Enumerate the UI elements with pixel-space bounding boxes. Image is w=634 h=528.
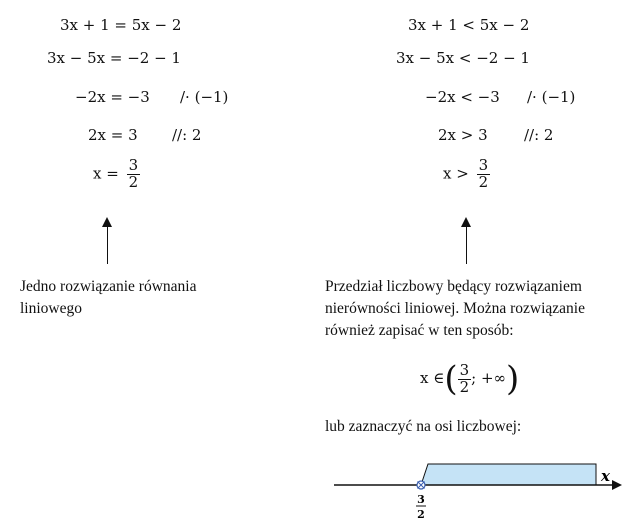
interval-close-paren: ) <box>506 359 520 399</box>
tick-label-denominator: 2 <box>417 508 425 521</box>
inequality-solution-lhs: x > <box>443 164 469 183</box>
inequality-step-1: 3x + 1 < 5x − 2 <box>408 16 530 34</box>
interval-open-paren: ( <box>444 359 458 399</box>
fraction-denominator: 2 <box>128 172 139 191</box>
equation-step-1: 3x + 1 = 5x − 2 <box>60 16 182 34</box>
fraction-numerator: 3 <box>478 156 489 174</box>
inequality-step-2: 3x − 5x < −2 − 1 <box>396 49 530 67</box>
axis-label: x <box>601 467 610 485</box>
equation-solution-lhs: x = <box>93 164 119 183</box>
equation-caption: Jedno rozwiązanie równania liniowego <box>20 278 197 317</box>
fraction-numerator: 3 <box>128 156 139 174</box>
axis-arrow-icon <box>612 480 622 490</box>
equation-step-4-note: //: 2 <box>172 126 202 144</box>
inequality-step-4-note: //: 2 <box>524 126 554 144</box>
fraction-denominator: 2 <box>459 377 470 396</box>
solution-region-fill <box>421 464 596 485</box>
inequality-step-4: 2x > 3 <box>438 126 488 144</box>
inequality-caption: Przedział liczbowy będący rozwiązaniem nierówności liniowej. Można rozwiązanie również zapisać w ten sposób: <box>325 278 585 339</box>
inequality-step-3: −2x < −3 <box>425 88 500 106</box>
inequality-step-3-note: /· (−1) <box>527 88 576 106</box>
fraction-denominator: 2 <box>478 172 489 191</box>
numberline-intro: lub zaznaczyć na osi liczbowej: <box>325 418 522 435</box>
interval-rest: ; +∞ <box>471 369 507 387</box>
equation-step-2: 3x − 5x = −2 − 1 <box>47 49 181 67</box>
equation-step-4: 2x = 3 <box>88 126 138 144</box>
tick-label-numerator: 3 <box>417 493 425 506</box>
interval-lhs: x ∈ <box>420 369 445 387</box>
fraction-numerator: 3 <box>459 360 470 379</box>
equation-step-3: −2x = −3 <box>75 88 150 106</box>
equation-step-3-note: /· (−1) <box>180 88 229 106</box>
